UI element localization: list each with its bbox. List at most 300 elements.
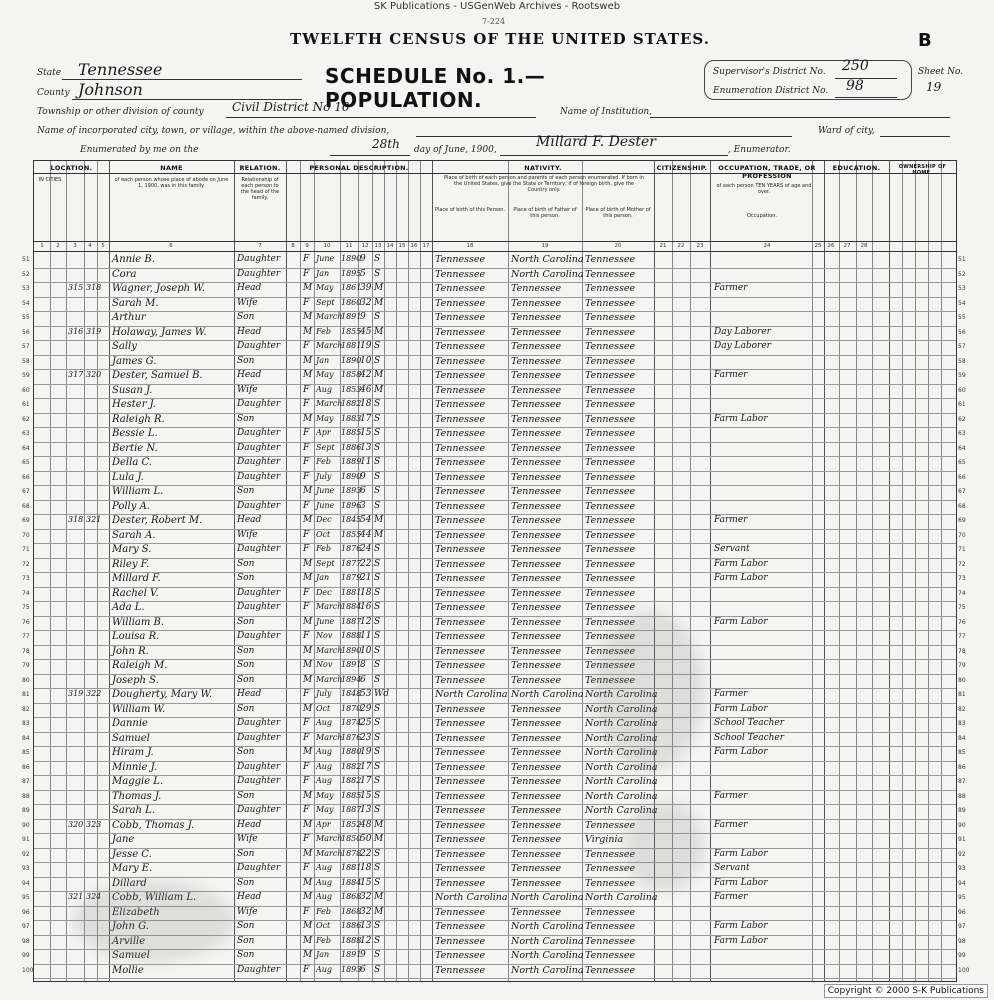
age-value: 10 — [360, 645, 372, 656]
marital-status: S — [374, 544, 381, 554]
line-number-right: 68 — [958, 502, 966, 510]
father-birthplace: Tennessee — [511, 558, 562, 570]
age-value: 19 — [360, 747, 372, 757]
nativity-header: NATIVITY. — [524, 164, 562, 172]
mother-birthplace: Tennessee — [585, 428, 636, 439]
mother-birthplace: Tennessee — [585, 312, 636, 323]
birthplace: Tennessee — [435, 486, 486, 497]
line-number: 63 — [22, 430, 30, 437]
marital-status: S — [374, 573, 381, 583]
birthplace: Tennessee — [435, 602, 486, 613]
marital-status: S — [374, 471, 381, 482]
sex-value: F — [303, 341, 310, 351]
line-number: 90 — [22, 821, 30, 829]
sex-value: M — [303, 326, 313, 337]
birthplace: Tennessee — [435, 471, 486, 483]
birth-month: June — [316, 616, 335, 626]
institution-label: Name of Institution, — [560, 107, 653, 117]
age-value: 8 — [360, 660, 366, 670]
relation-value: Daughter — [237, 399, 281, 409]
family-number: 322 — [86, 689, 102, 698]
relation-value: Son — [237, 573, 255, 583]
marital-status: S — [374, 587, 381, 598]
mother-birthplace: Tennessee — [585, 631, 636, 642]
birthplace: Tennessee — [435, 819, 486, 831]
person-name: Cobb, Thomas J. — [112, 819, 195, 831]
birth-year: 1845 — [341, 515, 362, 524]
birth-month: May — [316, 370, 334, 379]
father-birthplace: Tennessee — [511, 515, 562, 526]
schedule-title: SCHEDULE No. 1.—POPULATION. — [325, 64, 546, 112]
relation-value: Head — [237, 370, 262, 380]
mother-birthplace: North Carolina — [585, 718, 658, 729]
marital-status: S — [374, 964, 381, 975]
marital-status: S — [374, 950, 381, 960]
age-value: 5 — [360, 268, 366, 279]
line-number: 56 — [22, 328, 30, 336]
father-birthplace: Tennessee — [511, 834, 562, 845]
line-number-right: 58 — [958, 357, 966, 365]
relation-value: Daughter — [237, 428, 281, 438]
line-number: 96 — [22, 908, 30, 916]
mother-birthplace: North Carolina — [585, 776, 658, 787]
sex-value: F — [303, 428, 310, 438]
relation-value: Son — [237, 558, 255, 569]
person-name: Riley F. — [112, 558, 150, 570]
birth-year: 1860 — [341, 297, 362, 307]
father-birthplace: Tennessee — [511, 747, 562, 758]
relation-value: Daughter — [237, 471, 281, 482]
mother-birthplace: Tennessee — [585, 341, 636, 352]
sex-value: M — [303, 892, 313, 902]
person-name: Arville — [112, 935, 146, 947]
person-name: James G. — [112, 355, 157, 367]
relation-value: Wife — [237, 834, 258, 844]
line-number: 68 — [22, 502, 30, 510]
birthplace: Tennessee — [435, 674, 486, 686]
column-number: 3 — [73, 243, 77, 249]
line-number-right: 67 — [958, 488, 966, 495]
person-name: William W. — [112, 703, 166, 715]
person-name: Susan J. — [112, 384, 153, 396]
marital-status: S — [374, 645, 381, 656]
sex-value: F — [303, 776, 310, 786]
birthplace: Tennessee — [435, 573, 486, 584]
birthplace: Tennessee — [435, 761, 486, 773]
column-number: 13 — [374, 243, 382, 249]
sex-value: M — [303, 312, 313, 322]
line-number-right: 91 — [958, 836, 966, 843]
sex-value: F — [303, 689, 310, 699]
father-birthplace: Tennessee — [511, 486, 562, 497]
birthplace: Tennessee — [435, 500, 486, 512]
birth-year: 1882 — [341, 399, 362, 408]
occupation-value: Farm Labor — [714, 558, 768, 569]
occupation-value: Farm Labor — [714, 573, 768, 583]
line-number: 57 — [22, 343, 30, 350]
father-birthplace: Tennessee — [511, 471, 562, 483]
sex-value: M — [303, 573, 313, 583]
father-birthplace: Tennessee — [511, 877, 562, 889]
birth-father-header: Place of birth of Father of this person. — [513, 207, 577, 219]
marital-status: S — [374, 732, 381, 743]
marital-status: S — [374, 399, 381, 409]
age-value: 18 — [360, 399, 372, 409]
mother-birthplace: North Carolina — [585, 732, 658, 744]
father-birthplace: Tennessee — [511, 384, 562, 396]
relation-value: Son — [237, 660, 255, 670]
birthplace: Tennessee — [435, 616, 486, 628]
birth-year: 1861 — [341, 283, 362, 292]
birthplace: Tennessee — [435, 718, 486, 729]
marital-status: S — [374, 268, 381, 279]
birth-month: Oct — [316, 921, 331, 930]
line-number: 65 — [22, 459, 30, 466]
marital-status: S — [374, 312, 381, 322]
person-name: Polly A. — [112, 500, 150, 512]
person-name: Annie B. — [112, 254, 155, 265]
age-value: 46 — [360, 384, 372, 395]
column-number: 28 — [860, 243, 868, 249]
line-number-right: 93 — [958, 865, 966, 872]
birthplace: Tennessee — [435, 645, 486, 657]
marital-status: S — [374, 341, 381, 351]
person-name: Bertie N. — [112, 442, 158, 454]
father-birthplace: North Carolina — [511, 254, 584, 265]
marital-status: S — [374, 805, 381, 815]
father-birthplace: North Carolina — [511, 268, 584, 280]
birth-year: 1886 — [341, 442, 362, 452]
family-number: 321 — [86, 515, 102, 524]
occupation-value: Farmer — [714, 283, 748, 293]
person-name: William B. — [112, 616, 165, 628]
age-value: 25 — [360, 718, 372, 728]
sex-value: M — [303, 921, 313, 931]
birth-year: 1885 — [341, 790, 362, 800]
column-number: 16 — [410, 243, 418, 249]
person-name: Raleigh R. — [112, 413, 165, 425]
line-number: 60 — [22, 386, 30, 394]
birthplace: North Carolina — [435, 892, 508, 903]
birthplace: Tennessee — [435, 660, 486, 671]
age-value: 9 — [360, 254, 366, 264]
birth-month: Aug — [316, 718, 333, 727]
line-number: 82 — [22, 705, 30, 713]
line-number-right: 77 — [958, 633, 966, 640]
person-name: Cobb, William L. — [112, 892, 197, 903]
mother-birthplace: Tennessee — [585, 355, 636, 367]
marital-status: M — [374, 515, 384, 525]
birth-year: 1895 — [341, 268, 362, 278]
person-name: Millard F. — [112, 573, 161, 584]
birthplace: Tennessee — [435, 529, 486, 541]
occupation-value: School Teacher — [714, 718, 785, 728]
age-value: 13 — [360, 442, 372, 453]
sex-value: M — [303, 283, 313, 293]
birth-year: 1888 — [341, 935, 362, 945]
sex-value: F — [303, 457, 310, 467]
line-number-right: 84 — [958, 734, 966, 742]
sex-value: F — [303, 587, 310, 598]
birth-year: 1848 — [341, 689, 362, 698]
birthplace: Tennessee — [435, 848, 486, 860]
occupation-description: of each person TEN YEARS of age and over. — [716, 183, 812, 195]
birthplace: Tennessee — [435, 341, 486, 352]
birthplace: Tennessee — [435, 326, 486, 338]
relation-value: Daughter — [237, 732, 281, 743]
mother-birthplace: Tennessee — [585, 529, 636, 541]
relation-value: Son — [237, 312, 255, 322]
age-value: 11 — [360, 631, 372, 641]
age-value: 24 — [360, 544, 372, 554]
sex-value: F — [303, 254, 310, 264]
birthplace: Tennessee — [435, 776, 486, 787]
house-number: 321 — [68, 892, 84, 901]
in-cities-header: IN CITIES — [38, 177, 62, 183]
relation-header: RELATION. — [239, 164, 281, 172]
column-number: 27 — [843, 243, 851, 249]
sex-value: F — [303, 268, 310, 279]
line-number: 77 — [22, 633, 30, 640]
house-number: 318 — [68, 515, 84, 524]
birth-year: 1877 — [341, 558, 362, 568]
marital-status: S — [374, 776, 381, 786]
marital-status: S — [374, 457, 381, 467]
father-birthplace: North Carolina — [511, 950, 584, 961]
age-value: 6 — [360, 674, 366, 685]
marital-status: S — [374, 558, 381, 569]
father-birthplace: Tennessee — [511, 370, 562, 381]
line-number: 91 — [22, 836, 30, 843]
line-number: 73 — [22, 575, 30, 582]
person-name: Sarah A. — [112, 529, 156, 541]
mother-birthplace: Virginia — [585, 834, 624, 845]
line-number-right: 71 — [958, 546, 966, 553]
birthplace: Tennessee — [435, 935, 486, 947]
relation-value: Wife — [237, 906, 258, 917]
sex-value: M — [303, 413, 313, 424]
column-number: 20 — [614, 243, 622, 249]
birth-month: March — [316, 602, 343, 611]
state-label: State — [37, 68, 62, 78]
marital-status: S — [374, 761, 381, 772]
line-number-right: 72 — [958, 560, 966, 568]
father-birthplace: Tennessee — [511, 399, 562, 410]
father-birthplace: Tennessee — [511, 732, 562, 744]
age-value: 32 — [360, 906, 372, 917]
birth-year: 1891 — [341, 660, 362, 669]
line-number: 52 — [22, 270, 30, 278]
age-value: 6 — [360, 964, 366, 975]
house-number: 316 — [68, 326, 84, 336]
line-number: 93 — [22, 865, 30, 872]
birth-year: 1889 — [341, 457, 362, 466]
person-name: Hiram J. — [112, 747, 154, 758]
birth-month: May — [316, 805, 334, 814]
source-bar: SK Publications - USGenWeb Archives - Rootsweb — [373, 1, 621, 12]
birthplace: Tennessee — [435, 950, 486, 961]
birth-year: 1884 — [341, 602, 362, 611]
birthplace: Tennessee — [435, 703, 486, 715]
age-value: 48 — [360, 819, 372, 830]
occupation-value: Farm Labor — [714, 848, 768, 859]
column-number: 25 — [814, 243, 822, 249]
age-value: 45 — [360, 326, 372, 337]
relation-value: Son — [237, 674, 255, 685]
father-birthplace: North Carolina — [511, 892, 584, 903]
birthplace: Tennessee — [435, 790, 486, 802]
line-number: 78 — [22, 647, 30, 655]
birth-year: 1874 — [341, 718, 362, 727]
father-birthplace: Tennessee — [511, 863, 562, 874]
age-value: 39 — [360, 283, 372, 293]
form-number: 7-224 — [482, 17, 506, 26]
birth-month: Aug — [316, 747, 333, 756]
relation-value: Head — [237, 892, 262, 902]
mother-birthplace: Tennessee — [585, 674, 636, 686]
line-number-right: 57 — [958, 343, 966, 350]
mother-birthplace: Tennessee — [585, 471, 636, 483]
sex-value: F — [303, 529, 310, 540]
line-number-right: 55 — [958, 314, 966, 321]
line-number-right: 89 — [958, 807, 966, 814]
relation-value: Head — [237, 819, 262, 830]
line-number: 94 — [22, 879, 30, 887]
mother-birthplace: Tennessee — [585, 950, 636, 961]
father-birthplace: Tennessee — [511, 819, 562, 831]
mother-birthplace: Tennessee — [585, 486, 636, 497]
father-birthplace: Tennessee — [511, 906, 562, 918]
person-name: Joseph S. — [112, 674, 159, 686]
occupation-value: Farm Labor — [714, 877, 768, 888]
enumerator-label: , Enumerator. — [728, 145, 791, 155]
line-number-right: 87 — [958, 778, 966, 785]
mother-birthplace: Tennessee — [585, 558, 636, 570]
birthplace: Tennessee — [435, 254, 486, 265]
mother-birthplace: Tennessee — [585, 819, 636, 831]
sex-value: M — [303, 515, 313, 525]
birth-person-header: Place of birth of this Person. — [434, 207, 506, 213]
relation-value: Daughter — [237, 544, 281, 554]
person-name: Holaway, James W. — [112, 326, 207, 338]
birth-year: 1868 — [341, 906, 362, 916]
line-number-right: 60 — [958, 386, 966, 394]
relation-value: Son — [237, 950, 255, 960]
ward-label: Ward of city, — [818, 126, 875, 136]
line-number: 89 — [22, 807, 30, 814]
relation-value: Wife — [237, 384, 258, 395]
marital-status: M — [374, 906, 384, 917]
line-number-right: 64 — [958, 444, 966, 452]
birth-month: Nov — [316, 660, 333, 669]
line-number-right: 53 — [958, 285, 966, 292]
relation-value: Wife — [237, 297, 258, 308]
birthplace: Tennessee — [435, 558, 486, 570]
occupation-value: Farm Labor — [714, 935, 768, 946]
birth-month: Aug — [316, 892, 333, 901]
mother-birthplace: Tennessee — [585, 921, 636, 932]
column-number: 6 — [169, 243, 173, 249]
birthplace: Tennessee — [435, 442, 486, 454]
birth-month: Oct — [316, 529, 331, 539]
family-number: 324 — [86, 892, 102, 901]
birth-month: March — [316, 834, 343, 843]
line-number-right: 80 — [958, 676, 966, 684]
line-number-right: 97 — [958, 923, 966, 930]
line-number: 95 — [22, 894, 30, 901]
column-number: 12 — [361, 243, 369, 249]
age-value: 17 — [360, 776, 372, 786]
age-value: 3 — [360, 500, 366, 511]
line-number: 84 — [22, 734, 30, 742]
incorporated-label: Name of incorporated city, town, or village, within the above-named division, — [37, 126, 390, 136]
line-number: 80 — [22, 676, 30, 684]
father-birthplace: Tennessee — [511, 587, 562, 599]
person-name: Louisa R. — [112, 631, 160, 642]
relation-value: Daughter — [237, 500, 281, 511]
line-number-right: 78 — [958, 647, 966, 655]
population-table — [22, 160, 970, 982]
line-number: 69 — [22, 517, 30, 524]
sex-value: M — [303, 819, 313, 830]
line-number: 64 — [22, 444, 30, 452]
line-number: 100 — [22, 966, 34, 974]
marital-status: S — [374, 921, 381, 931]
line-number-right: 74 — [958, 589, 966, 597]
column-number: 24 — [763, 243, 771, 249]
birthplace: Tennessee — [435, 297, 486, 309]
father-birthplace: North Carolina — [511, 935, 584, 947]
birthplace: Tennessee — [435, 863, 486, 874]
relation-value: Son — [237, 645, 255, 656]
birthplace: Tennessee — [435, 428, 486, 439]
line-number: 72 — [22, 560, 30, 568]
person-name: Minnie J. — [112, 761, 158, 773]
township-label: Township or other division of county — [37, 107, 204, 117]
sex-value: F — [303, 544, 310, 554]
marital-status: S — [374, 790, 381, 801]
birthplace: Tennessee — [435, 283, 486, 294]
ownership-header: OWNERSHIP OF HOME. — [898, 164, 947, 176]
mother-birthplace: Tennessee — [585, 964, 636, 976]
mother-birthplace: Tennessee — [585, 645, 636, 657]
line-number-right: 85 — [958, 749, 966, 756]
relation-value: Daughter — [237, 776, 281, 786]
mother-birthplace: Tennessee — [585, 370, 636, 381]
marital-status: M — [374, 834, 384, 844]
birth-month: Oct — [316, 703, 331, 713]
birth-month: July — [316, 689, 332, 698]
person-name: Mary E. — [112, 863, 153, 874]
birth-year: 1881 — [341, 863, 362, 872]
person-name: Dester, Robert M. — [112, 515, 203, 526]
marital-status: S — [374, 254, 381, 264]
person-name: Wagner, Joseph W. — [112, 283, 205, 294]
line-number: 76 — [22, 618, 30, 626]
father-birthplace: Tennessee — [511, 413, 562, 425]
birth-year: 1887 — [341, 616, 362, 626]
copyright-notice: Copyright © 2000 S-K Publications — [824, 984, 988, 998]
mother-birthplace: Tennessee — [585, 935, 636, 947]
line-number: 70 — [22, 531, 30, 539]
person-name: Dannie — [112, 718, 148, 729]
age-value: 6 — [360, 486, 366, 496]
line-number: 55 — [22, 314, 30, 321]
sex-value: M — [303, 616, 313, 627]
family-number: 323 — [86, 819, 102, 829]
mother-birthplace: North Carolina — [585, 790, 658, 802]
family-number: 318 — [86, 283, 102, 292]
